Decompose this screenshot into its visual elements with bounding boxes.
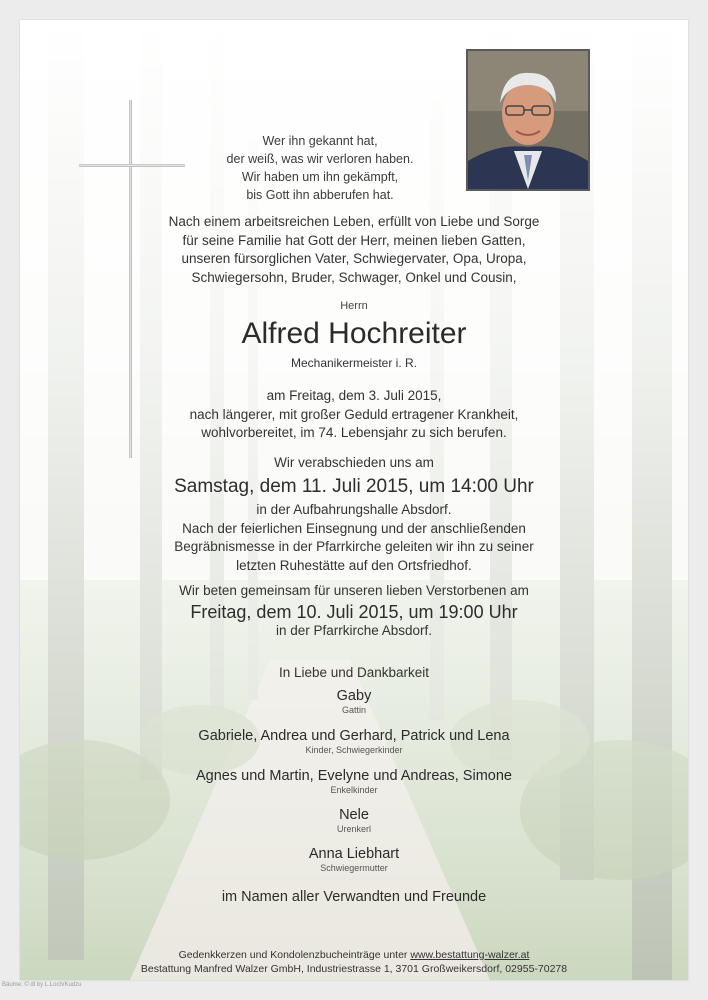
mourner-relation: Urenkerl [336, 824, 371, 834]
poem-line: bis Gott ihn abberufen hat. [246, 188, 394, 202]
mourner-names: Agnes und Martin, Evelyne und Andreas, Simone [196, 768, 512, 784]
poem [170, 132, 470, 204]
intro-line: für seine Familie hat Gott der Herr, meinen lieben Gatten, [182, 232, 526, 248]
salutation: Herrn [340, 300, 368, 312]
mourner-relation: Schwiegermutter [320, 863, 388, 873]
poem-line: Wer ihn gekannt hat, [262, 134, 378, 148]
funeral-line: in der Aufbahrungshalle Absdorf. [256, 502, 452, 517]
death-line: am Freitag, dem 3. Juli 2015, [266, 388, 442, 403]
prayer-place: in der Pfarrkirche Absdorf. [275, 623, 433, 638]
website-link[interactable]: www.bestattung-walzer.at [410, 949, 530, 961]
mourner-names: Nele [339, 807, 369, 823]
prayer-intro: Wir beten gemeinsam für unseren lieben Verstorbenen am [179, 583, 529, 598]
portrait-photo [466, 49, 590, 191]
intro-line: unseren fürsorglichen Vater, Schwiegervater, Opa, Uropa, [181, 251, 527, 266]
occupation: Mechanikermeister i. R. [290, 356, 418, 370]
mourner-names: Gabriele, Andrea und Gerhard, Patrick und Lena [198, 728, 510, 744]
person-photo-icon [468, 51, 588, 189]
mourner-relation: Enkelkinder [330, 785, 378, 795]
intro-text [60, 213, 648, 287]
poem-line: der weiß, was wir verloren haben. [226, 152, 414, 166]
funeral-details [60, 501, 648, 575]
mourner-entry [60, 687, 648, 716]
funeral-line: Begräbnismesse in der Pfarrkirche geleiten wir ihn zu seiner [174, 539, 534, 554]
love-line: In Liebe und Dankbarkeit [278, 665, 430, 680]
image-credit: Bäume: © dl by L.Loch/Kudzu [2, 982, 82, 988]
mourner-names: Anna Liebhart [308, 846, 400, 862]
footer-text: Gedenkkerzen und Kondolenzbucheinträge unter [178, 949, 411, 961]
footer-line-2: Bestattung Manfred Walzer GmbH, Industriestrasse 1, 3701 Großweikersdorf, 02955-70278 [140, 963, 568, 975]
closing-line: im Namen aller Verwandten und Freunde [221, 889, 487, 905]
intro-line: Nach einem arbeitsreichen Leben, erfüllt von Liebe und Sorge [168, 214, 540, 229]
death-line: nach längerer, mit großer Geduld ertragener Krankheit, [189, 406, 519, 422]
mourner-entry [60, 845, 648, 874]
deceased-name: Alfred Hochreiter [241, 317, 467, 350]
mourner-entry [60, 727, 648, 756]
mourner-names: Gaby [336, 688, 372, 704]
mourner-entry [60, 806, 648, 835]
funeral-line: Nach der feierlichen Einsegnung und der anschließenden [182, 520, 526, 536]
prayer-date: Freitag, dem 10. Juli 2015, um 19:00 Uhr [190, 602, 518, 622]
footer-line-1 [60, 948, 648, 962]
farewell-intro: Wir verabschieden uns am [274, 455, 434, 470]
funeral-line: letzten Ruhestätte auf den Ortsfriedhof. [236, 557, 472, 573]
funeral-date: Samstag, dem 11. Juli 2015, um 14:00 Uhr [174, 476, 534, 497]
intro-line: Schwiegersohn, Bruder, Schwager, Onkel und Cousin, [191, 269, 517, 285]
death-text [60, 387, 648, 443]
mourner-relation: Gattin [341, 705, 366, 715]
death-line: wohlvorbereitet, im 74. Lebensjahr zu sich berufen. [201, 425, 507, 440]
mourner-entry [60, 767, 648, 796]
mourner-relation: Kinder, Schwiegerkinder [305, 745, 403, 755]
poem-line: Wir haben um ihn gekämpft, [241, 170, 399, 184]
footer [60, 948, 648, 976]
obituary-page [20, 20, 688, 980]
